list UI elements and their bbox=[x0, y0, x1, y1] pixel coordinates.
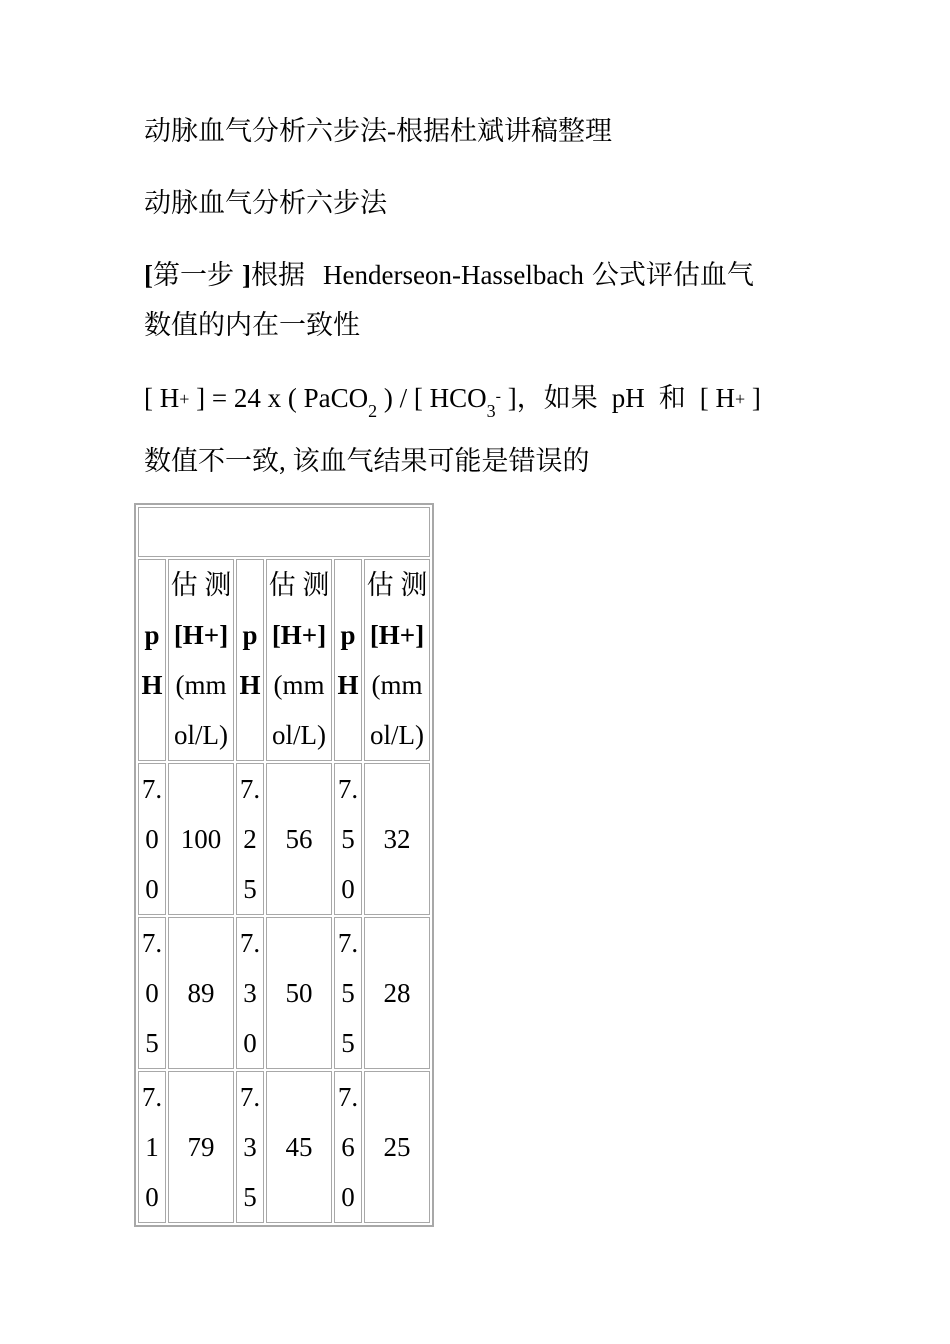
ph-cell: 7. 5 0 bbox=[334, 763, 362, 915]
table-row bbox=[138, 1071, 430, 1223]
eq-h2-open: [ H bbox=[699, 383, 735, 413]
eq-mid: ) / [ HCO bbox=[377, 383, 487, 413]
h-value-cell: 25 bbox=[364, 1071, 430, 1223]
formula-name: Henderseon-Hasselbach bbox=[323, 260, 584, 290]
section-heading: 动脉血气分析六步法 bbox=[144, 188, 387, 218]
ph-cell: 7. 3 5 bbox=[236, 1071, 264, 1223]
step1-rest-1: 公式评估血气 bbox=[591, 260, 754, 290]
eq-h2-plus: + bbox=[734, 389, 746, 409]
ph-cell: 7. 0 5 bbox=[138, 917, 166, 1069]
eq-h-open: [ H bbox=[144, 383, 180, 413]
header-h-cell: 估 测 [H+] (mm ol/L) bbox=[364, 559, 430, 761]
header-h-cell: 估 测 [H+] (mm ol/L) bbox=[168, 559, 234, 761]
h-value-cell: 50 bbox=[266, 917, 332, 1069]
step1-lead: 根据 bbox=[251, 260, 305, 290]
step1-bracket-close: ] bbox=[242, 260, 251, 290]
h-value-cell: 32 bbox=[364, 763, 430, 915]
h-value-cell: 100 bbox=[168, 763, 234, 915]
table-blank-cell bbox=[138, 507, 430, 557]
ph-cell: 7. 0 0 bbox=[138, 763, 166, 915]
header-ph-cell: p H bbox=[236, 559, 264, 761]
eq-ph: pH bbox=[611, 383, 645, 413]
table-row bbox=[138, 763, 430, 915]
eq-h2-close: ] bbox=[745, 383, 761, 413]
header-ph-cell: p H bbox=[334, 559, 362, 761]
step1-rest-2: 数值的内在一致性 bbox=[144, 310, 360, 340]
eq-line2: 数值不一致, 该血气结果可能是错误的 bbox=[144, 446, 590, 476]
table-row bbox=[138, 917, 430, 1069]
eq-hco3-sub: 3 bbox=[486, 401, 496, 421]
ph-cell: 7. 3 0 bbox=[236, 917, 264, 1069]
eq-h-plus: + bbox=[179, 389, 190, 409]
document-title: 动脉血气分析六步法-根据杜斌讲稿整理 bbox=[144, 116, 612, 146]
h-value-cell: 56 bbox=[266, 763, 332, 915]
eq-tail: ]，如果 bbox=[500, 383, 598, 413]
h-value-cell: 28 bbox=[364, 917, 430, 1069]
table-header-row bbox=[138, 559, 430, 761]
eq-h-close: ] = 24 x ( PaCO bbox=[189, 383, 369, 413]
h-value-cell: 89 bbox=[168, 917, 234, 1069]
header-h-cell: 估 测 [H+] (mm ol/L) bbox=[266, 559, 332, 761]
ph-cell: 7. 1 0 bbox=[138, 1071, 166, 1223]
step1-label: 第一步 bbox=[153, 260, 234, 290]
eq-and: 和 bbox=[658, 383, 686, 413]
table-blank-row bbox=[138, 507, 430, 557]
ph-h-table bbox=[134, 503, 434, 1227]
h-value-cell: 79 bbox=[168, 1071, 234, 1223]
step1-bracket-open: [ bbox=[144, 260, 153, 290]
eq-co2-sub: 2 bbox=[368, 401, 378, 421]
h-value-cell: 45 bbox=[266, 1071, 332, 1223]
header-ph-cell: p H bbox=[138, 559, 166, 761]
eq-hco3-minus: - bbox=[495, 388, 501, 405]
ph-cell: 7. 2 5 bbox=[236, 763, 264, 915]
ph-cell: 7. 5 5 bbox=[334, 917, 362, 1069]
equation-paragraph bbox=[144, 372, 806, 486]
step1-paragraph bbox=[144, 250, 806, 350]
ph-cell: 7. 6 0 bbox=[334, 1071, 362, 1223]
